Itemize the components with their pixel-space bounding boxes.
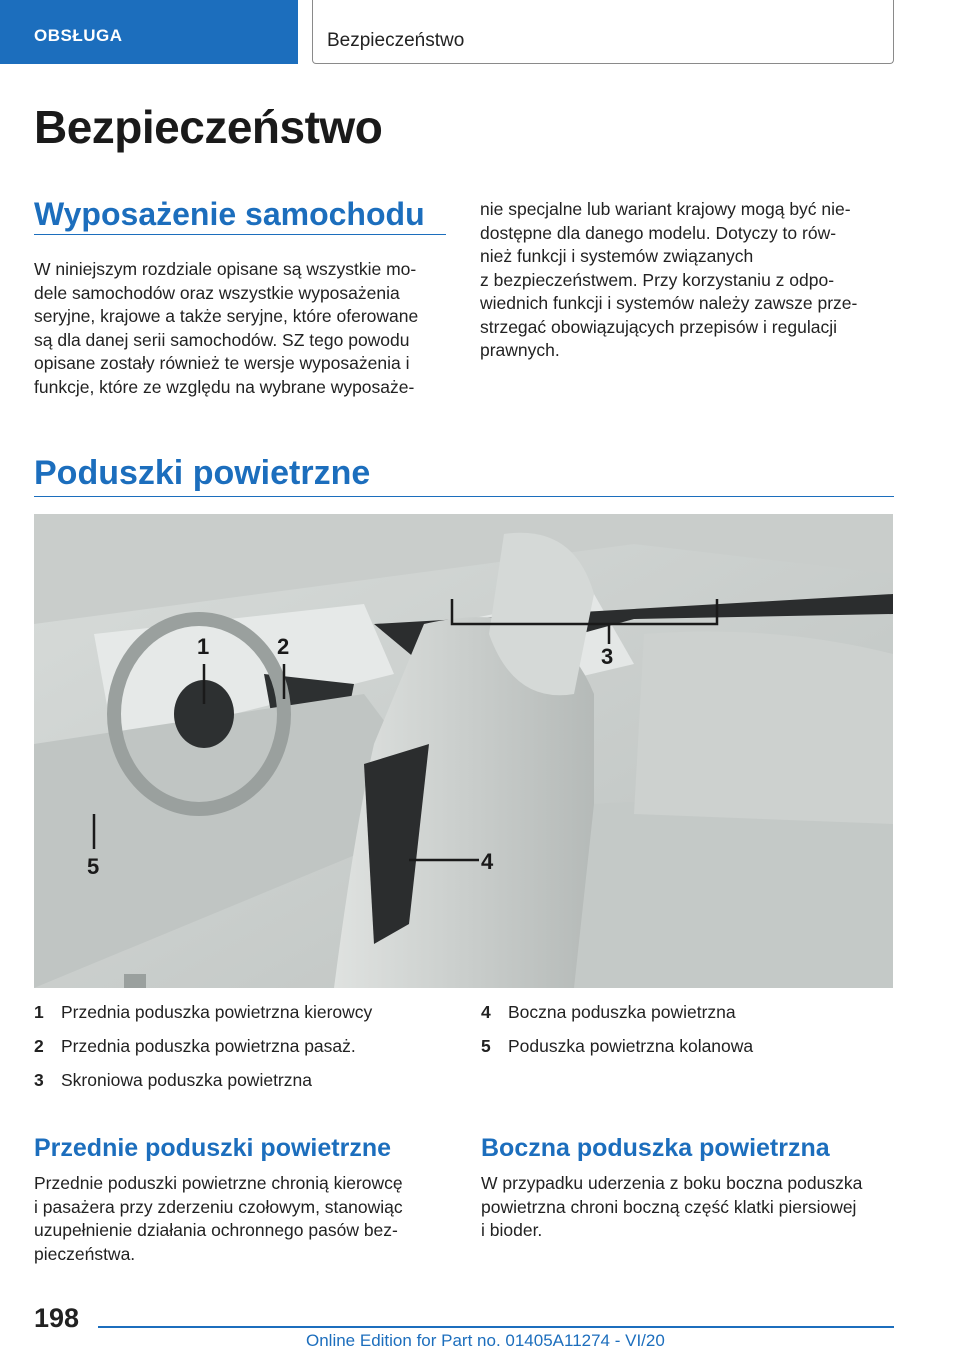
- equipment-heading-rule: [34, 234, 446, 235]
- text-line: funkcje, które ze względu na wybrane wyposaże-: [34, 376, 415, 397]
- chapter-tab: [312, 0, 894, 64]
- legend-text: Skroniowa poduszka powietrzna: [61, 1070, 312, 1090]
- legend-right: [481, 1002, 891, 1070]
- equipment-paragraph-col2: [480, 198, 857, 363]
- text-line: seryjne, krajowe a także seryjne, które oferowane: [34, 306, 419, 326]
- figure-marker-1: 1: [197, 634, 210, 659]
- footer-rule: [98, 1326, 894, 1328]
- text-line: W niniejszym rozdziale opisane są wszystkie mo-: [34, 259, 417, 279]
- legend-item: [481, 1036, 891, 1070]
- legend-text: Przednia poduszka powietrzna kierowcy: [61, 1002, 373, 1022]
- text-line: i bioder.: [481, 1220, 543, 1240]
- text-line: powietrzna chroni boczną część klatki piersiowej: [481, 1196, 857, 1217]
- text-line: z bezpieczeństwem. Przy korzystaniu z odpo-: [480, 269, 835, 290]
- legend-text: Przednia poduszka powietrzna pasaż.: [61, 1036, 356, 1056]
- legend-left: [34, 1002, 454, 1104]
- text-line: i pasażera przy zderzeniu czołowym, stanowiąc: [34, 1196, 403, 1217]
- legend-number: 2: [34, 1036, 44, 1056]
- legend-number: 4: [481, 1002, 491, 1022]
- side-airbag-paragraph: [481, 1172, 862, 1243]
- airbag-illustration: [34, 514, 893, 988]
- text-line: dele samochodów oraz wszystkie wyposażenia: [34, 282, 400, 303]
- section-tab-label: OBSŁUGA: [34, 26, 123, 45]
- legend-item: [481, 1002, 891, 1036]
- car-interior-illustration: [34, 514, 893, 988]
- side-airbag-heading: Boczna poduszka powietrzna: [481, 1134, 830, 1162]
- edition-footer: Online Edition for Part no. 01405A11274 - VI/20: [306, 1331, 665, 1350]
- equipment-paragraph-col1: [34, 258, 418, 399]
- section-tab: [0, 0, 298, 64]
- legend-number: 3: [34, 1070, 44, 1090]
- legend-item: [34, 1036, 454, 1070]
- chapter-tab-label: Bezpieczeństwo: [327, 30, 465, 51]
- figure-marker-3: 3: [601, 644, 614, 669]
- text-line: strzegać obowiązujących przepisów i regulacji: [480, 316, 837, 337]
- front-airbags-heading: Przednie poduszki powietrzne: [34, 1134, 391, 1162]
- figure-marker-4: 4: [481, 849, 494, 874]
- figure-marker-5: 5: [87, 854, 100, 879]
- text-line: są dla danej serii samochodów. SZ tego powodu: [34, 329, 410, 350]
- legend-text: Boczna poduszka powietrzna: [508, 1002, 736, 1022]
- figure-marker-2: 2: [277, 634, 290, 659]
- text-line: dostępne dla danego modelu. Dotyczy to rów-: [480, 222, 837, 243]
- front-airbags-paragraph: [34, 1172, 403, 1266]
- page-title: Bezpieczeństwo: [34, 101, 383, 153]
- text-line: W przypadku uderzenia z boku boczna poduszka: [481, 1173, 863, 1193]
- text-line: nież funkcji i systemów związanych: [480, 246, 754, 266]
- legend-number: 5: [481, 1036, 491, 1056]
- text-line: pieczeństwa.: [34, 1243, 136, 1264]
- text-line: nie specjalne lub wariant krajowy mogą być nie-: [480, 199, 851, 219]
- legend-text: Poduszka powietrzna kolanowa: [508, 1036, 754, 1056]
- text-line: wiednich funkcji i systemów należy zawsze prze-: [480, 293, 858, 313]
- legend-item: [34, 1070, 454, 1104]
- text-line: uzupełnienie działania ochronnego pasów bez-: [34, 1220, 398, 1240]
- text-line: opisane zostały również te wersje wyposażenia i: [34, 353, 410, 373]
- text-line: Przednie poduszki powietrzne chronią kierowcę: [34, 1173, 403, 1193]
- airbags-heading-rule: [34, 496, 894, 497]
- airbags-heading: Poduszki powietrzne: [34, 454, 371, 492]
- equipment-heading: Wyposażenie samochodu: [34, 196, 425, 232]
- page-number: 198: [34, 1303, 80, 1333]
- text-line: prawnych.: [480, 340, 560, 360]
- legend-item: [34, 1002, 454, 1036]
- legend-number: 1: [34, 1002, 44, 1022]
